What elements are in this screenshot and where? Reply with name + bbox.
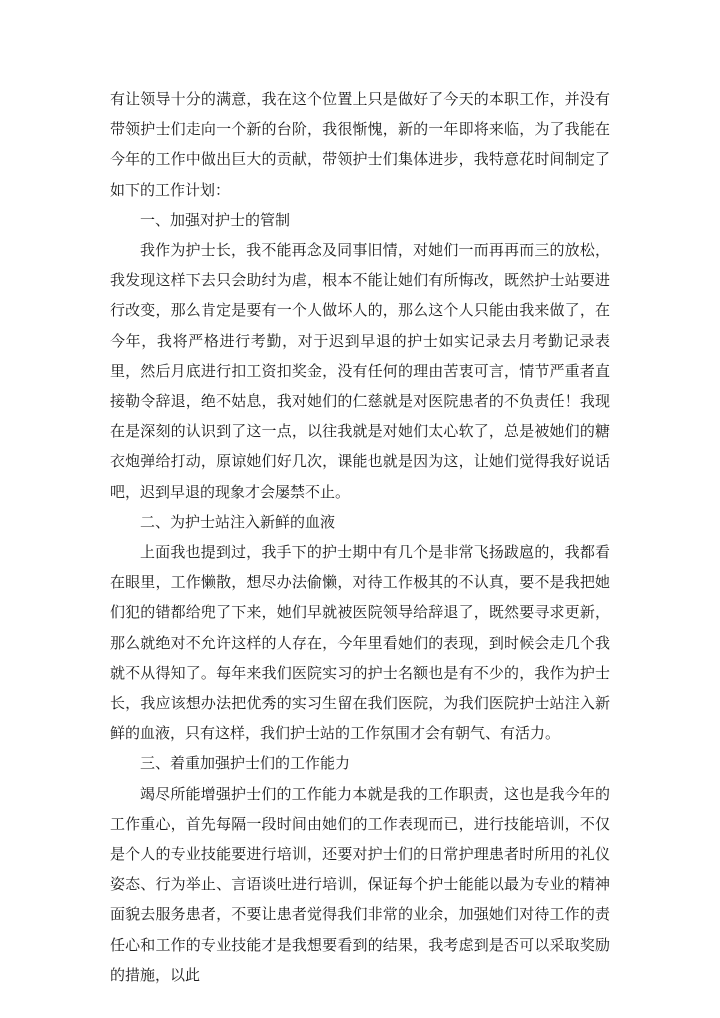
- paragraph-section-2: 上面我也提到过，我手下的护士期中有几个是非常飞扬跋扈的，我都看在眼里，工作懒散，想尽办法偷懒，对待工作极其的不认真，要不是我把她们犯的错都给兜了下来，她们早就被医院领导给辞退了，既然要寻求更新，那么就绝对不允许这样的人存在，今年里看她们的表现，到时候会走几个我就不从得知了。每年来我们医院实习的护士名额也是有不少的，我作为护士长，我应该想办法把优秀的实习生留在我们医院，为我们医院护士站注入新鲜的血液，只有这样，我们护士站的工作氛围才会有朝气、有活力。: [110, 543, 610, 743]
- section-heading-1: 一、加强对护士的管制: [140, 210, 291, 229]
- paragraph-intro: 有让领导十分的满意，我在这个位置上只是做好了今天的本职工作，并没有带领护士们走向一个新的台阶，我很惭愧，新的一年即将来临，为了我能在今年的工作中做出巨大的贡献，带领护士们集体进步，我特意花时间制定了如下的工作计划：: [110, 90, 610, 199]
- section-heading-3: 三、着重加强护士们的工作能力: [140, 754, 351, 773]
- section-heading-2: 二、为护士站注入新鲜的血液: [140, 512, 336, 531]
- paragraph-section-3: 竭尽所能增强护士们的工作能力本就是我的工作职责，这也是我今年的工作重心，首先每隔一段时间由她们的工作表现而已，进行技能培训，不仅是个人的专业技能要进行培训，还要对护士们的日常护理患者时所用的礼仪姿态、行为举止、言语谈吐进行培训，保证每个护士能能以最为专业的精神面貌去服务患者，不要让患者觉得我们非常的业余，加强她们对待工作的责任心和工作的专业技能才是我想要看到的结果，我考虑到是否可以采取奖励的措施，以此: [110, 784, 610, 984]
- document-page: [110, 84, 610, 990]
- paragraph-section-1: 我作为护士长，我不能再念及同事旧情，对她们一而再再而三的放松，我发现这样下去只会助纣为虐，根本不能让她们有所悔改，既然护士站要进行改变，那么肯定是要有一个人做坏人的，那么这个人只能由我来做了，在今年，我将严格进行考勤，对于迟到早退的护士如实记录去月考勤记录表里，然后月底进行扣工资扣奖金，没有任何的理由苦衷可言，情节严重者直接勒令辞退，绝不姑息，我对她们的仁慈就是对医院患者的不负责任！我现在是深刻的认识到了这一点，以往我就是对她们太心软了，总是被她们的糖衣炮弹给打动，原谅她们好几次，课能也就是因为这，让她们觉得我好说话吧，迟到早退的现象才会屡禁不止。: [110, 241, 610, 501]
